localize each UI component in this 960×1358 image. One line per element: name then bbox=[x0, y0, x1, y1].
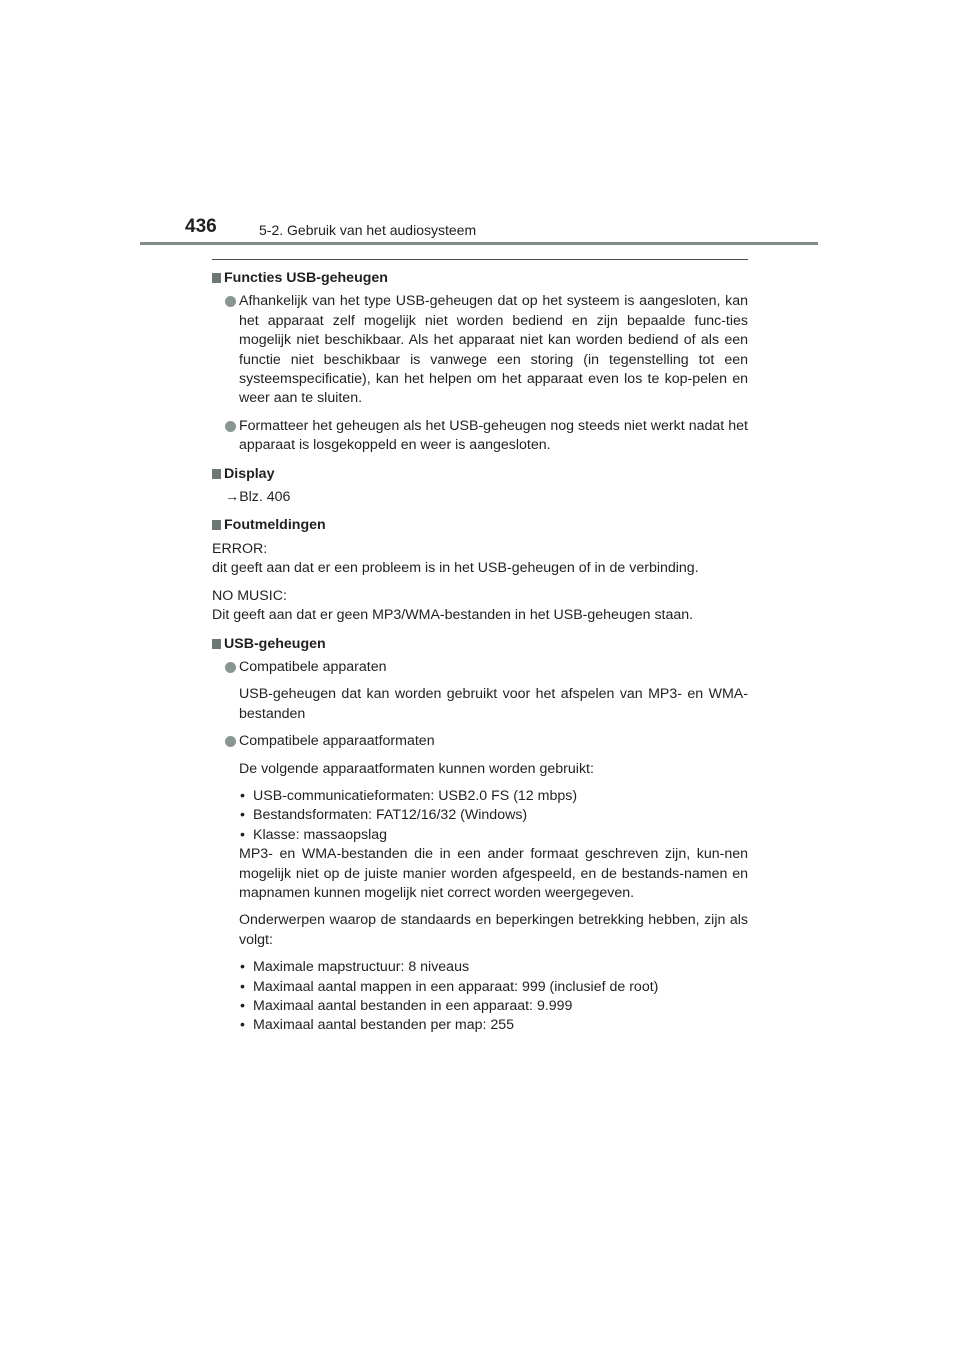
page-reference[interactable]: →Blz. 406 bbox=[225, 489, 291, 506]
list-item bbox=[239, 787, 748, 806]
list-item bbox=[212, 292, 748, 408]
list-item-text: Maximaal aantal mappen in een apparaat: 999 (inclusief de root) bbox=[253, 978, 659, 995]
error-description: dit geeft aan dat er een probleem is in het USB-geheugen of in de verbinding. bbox=[212, 560, 699, 577]
square-bullet-icon bbox=[212, 273, 221, 283]
list-item bbox=[212, 417, 748, 456]
heading-text: USB-geheugen bbox=[224, 635, 326, 652]
paragraph: MP3- en WMA-bestanden die in een ander formaat geschreven zijn, kun-nen mogelijk niet op de juiste manier worden afgespeeld, en de bestands-namen en mapnamen kunnen mogelijk niet correct worden weergegeven. bbox=[239, 846, 748, 901]
square-bullet-icon bbox=[212, 639, 221, 649]
list-item-text: Maximaal aantal bestanden per map: 255 bbox=[253, 1017, 515, 1034]
heading-foutmeldingen bbox=[212, 516, 748, 535]
list-item bbox=[239, 1016, 748, 1035]
circle-bullet-icon bbox=[225, 421, 236, 432]
heading-text: Functies USB-geheugen bbox=[224, 270, 388, 286]
nomusic-message-block bbox=[212, 587, 748, 626]
heading-functies bbox=[212, 269, 748, 288]
square-bullet-icon bbox=[212, 520, 221, 530]
list-item bbox=[239, 997, 748, 1016]
list-item-text: Klasse: massaopslag bbox=[253, 826, 388, 843]
bullet-dot: • bbox=[240, 959, 245, 976]
list-item bbox=[239, 806, 748, 825]
list-item-text: Bestandsformaten: FAT12/16/32 (Windows) bbox=[253, 807, 528, 824]
paragraph: Onderwerpen waarop de standaards en beperkingen betrekking hebben, zijn als volgt: bbox=[239, 912, 748, 948]
heading-text: Foutmeldingen bbox=[224, 517, 326, 534]
square-bullet-icon bbox=[212, 469, 221, 479]
list-item bbox=[212, 732, 748, 751]
list-item bbox=[239, 826, 748, 845]
list-item-text: Maximaal aantal bestanden in een apparaat: 9.999 bbox=[253, 998, 573, 1014]
list-item bbox=[239, 958, 748, 977]
error-message-block bbox=[212, 540, 748, 579]
paragraph: Afhankelijk van het type USB-geheugen dat op het systeem is aangesloten, kan het apparaat zelf mogelijk niet worden bediend en zijn bepaalde func-ties mogelijk niet beschikbaar. Als het apparaat niet kan worden bediend of als een functie niet beschikbaar is vanwege een storing (in tegenstelling tot een systeemspecificatie), kan het helpen om het apparaat even los te kop-pelen en weer aan te sluiten. bbox=[239, 293, 748, 407]
error-code: ERROR: bbox=[212, 540, 268, 557]
bullet-dot: • bbox=[240, 978, 245, 995]
list-item-text: USB-communicatieformaten: USB2.0 FS (12 mbps) bbox=[253, 787, 578, 804]
paragraph: USB-geheugen dat kan worden gebruikt voor het afspelen van MP3- en WMA-bestanden bbox=[239, 686, 748, 722]
list-item bbox=[239, 978, 748, 997]
bullet-dot: • bbox=[240, 807, 245, 824]
circle-bullet-icon bbox=[225, 662, 236, 673]
paragraph: De volgende apparaatformaten kunnen worden gebruikt: bbox=[239, 760, 594, 777]
bullet-dot: • bbox=[240, 826, 245, 843]
paragraph: Formatteer het geheugen als het USB-geheugen nog steeds niet werkt nadat het apparaat is losgekoppeld en weer is aangesloten. bbox=[239, 417, 748, 454]
circle-bullet-icon bbox=[225, 296, 236, 307]
formats-list bbox=[212, 787, 748, 903]
content-rule bbox=[212, 259, 748, 260]
heading-text: Display bbox=[224, 465, 275, 482]
circle-bullet-icon bbox=[225, 736, 236, 747]
error-code: NO MUSIC: bbox=[212, 587, 287, 604]
bullet-dot: • bbox=[240, 998, 245, 1014]
heading-display bbox=[212, 465, 748, 484]
page-number: 436 bbox=[185, 216, 217, 237]
bullet-dot: • bbox=[240, 787, 245, 804]
section-title: 5-2. Gebruik van het audiosysteem bbox=[259, 222, 477, 238]
header-rule bbox=[140, 242, 818, 245]
item-title: Compatibele apparaatformaten bbox=[239, 733, 435, 750]
limits-list bbox=[212, 958, 748, 1036]
item-title: Compatibele apparaten bbox=[239, 658, 387, 675]
error-description: Dit geeft aan dat er geen MP3/WMA-bestanden in het USB-geheugen staan. bbox=[212, 607, 694, 624]
list-item bbox=[212, 658, 748, 677]
content bbox=[212, 269, 748, 1036]
heading-usb-geheugen bbox=[212, 635, 748, 654]
bullet-dot: • bbox=[240, 1017, 245, 1034]
list-item-text: Maximale mapstructuur: 8 niveaus bbox=[253, 959, 470, 976]
